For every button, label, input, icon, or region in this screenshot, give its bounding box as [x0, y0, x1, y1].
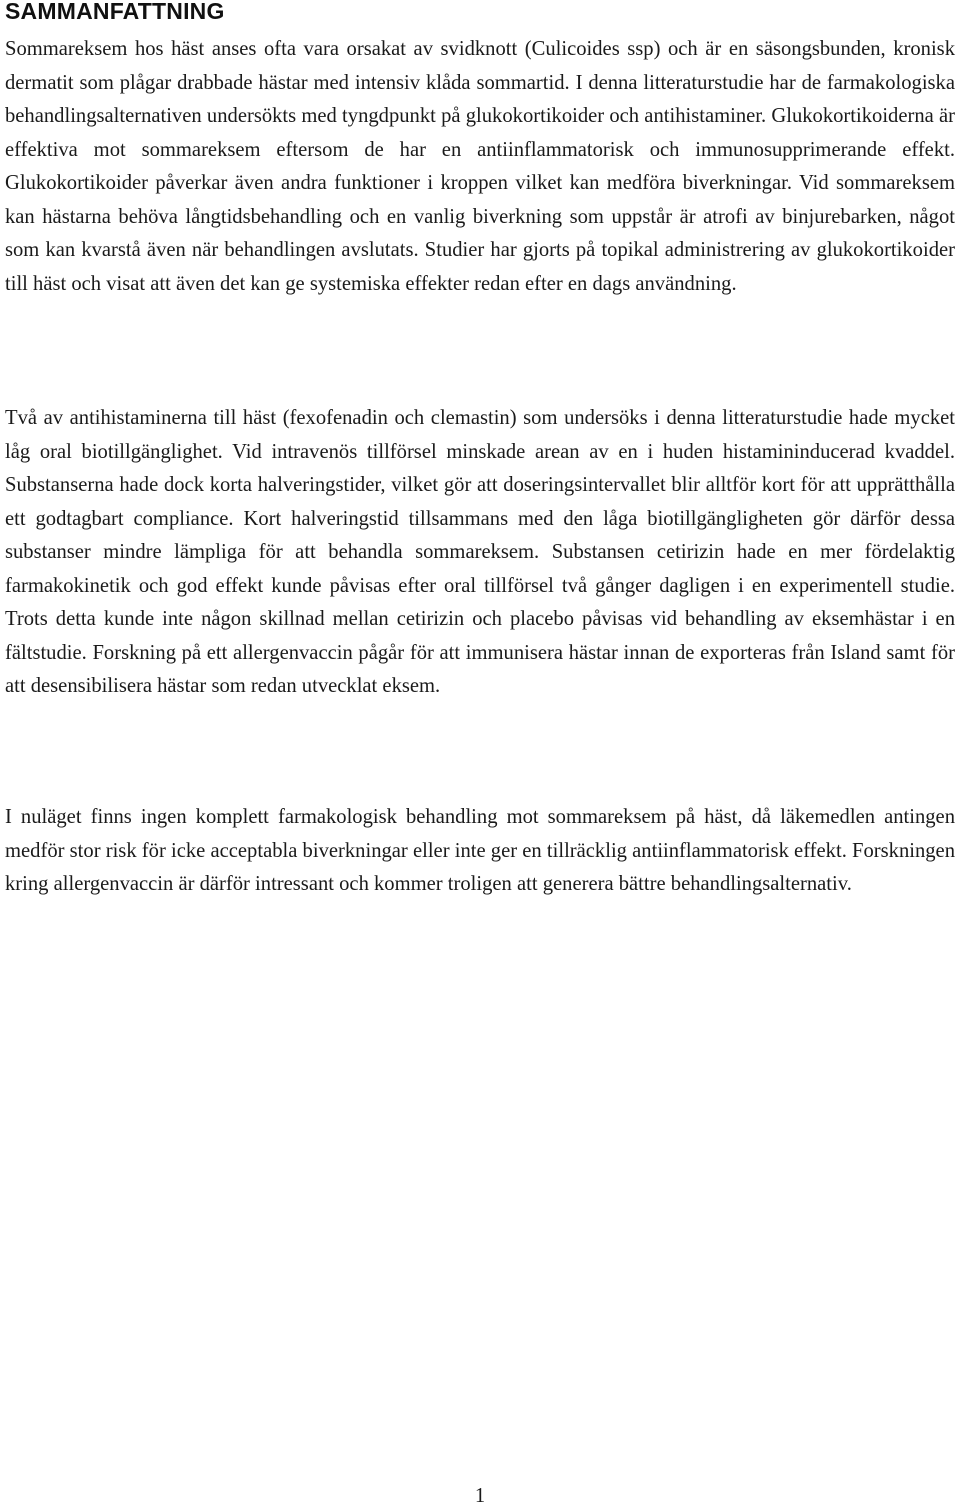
paragraph-conclusion: I nuläget finns ingen komplett farmakologisk behandling mot sommareksem på häst, då läkemedlen antingen medför stor risk för icke acceptabla biverkningar eller inte ger en tillräcklig antiinflammatorisk effekt. Forskningen kring allergenvaccin är därför intressant och kommer troligen att generera bättre behandlingsalternativ. — [5, 806, 955, 895]
page-number: 1 — [474, 1485, 486, 1507]
paragraph-antihistamines: Två av antihistaminerna till häst (fexofenadin och clemastin) som undersöks i denna litteraturstudie hade mycket låg oral biotillgänglighet. Vid intravenös tillförsel minskade arean av en i huden histamininducerad kvaddel. Substanserna hade dock korta halveringstider, vilket gör att doseringsintervallet blir alltför kort för att upprätthålla ett godtagbart compliance. Kort halveringstid tillsammans med den låga biotillgängligheten gör därför dessa substanser mindre lämpliga för att behandla sommareksem. Substansen cetirizin hade en mer fördelaktig farmakokinetik och god effekt kunde påvisas efter oral tillförsel två gånger dagligen i en experimentell studie. Trots detta kunde inte någon skillnad mellan cetirizin och placebo påvisas vid behandling av eksemhästar i en fältstudie. Forskning på ett allergenvaccin pågår för att immunisera hästar innan de exporteras från Island samt för att desensibilisera hästar som redan utvecklat eksem. — [5, 407, 955, 697]
section-heading: SAMMANFATTNING — [5, 0, 225, 24]
paragraph-summary-eczema: Sommareksem hos häst anses ofta vara orsakat av svidknott (Culicoides ssp) och är en säsongsbunden, kronisk dermatit som plågar drabbade hästar med intensiv klåda sommartid. I denna litteraturstudie har de farmakologiska behandlingsalternativen undersökts med tyngdpunkt på glukokortikoider och antihistaminer. Glukokortikoiderna är effektiva mot sommareksem eftersom de har en antiinflammatorisk och immunosupprimerande effekt. Glukokortikoider påverkar även andra funktioner i kroppen vilket kan medföra biverkningar. Vid sommareksem kan hästarna behöva långtidsbehandling och en vanlig biverkning som uppstår är atrofi av binjurebarken, något som kan kvarstå även när behandlingen avslutats. Studier har gjorts på topikal administrering av glukokortikoider till häst och visat att även det kan ge systemiska effekter redan efter en dags användning. — [5, 38, 955, 295]
